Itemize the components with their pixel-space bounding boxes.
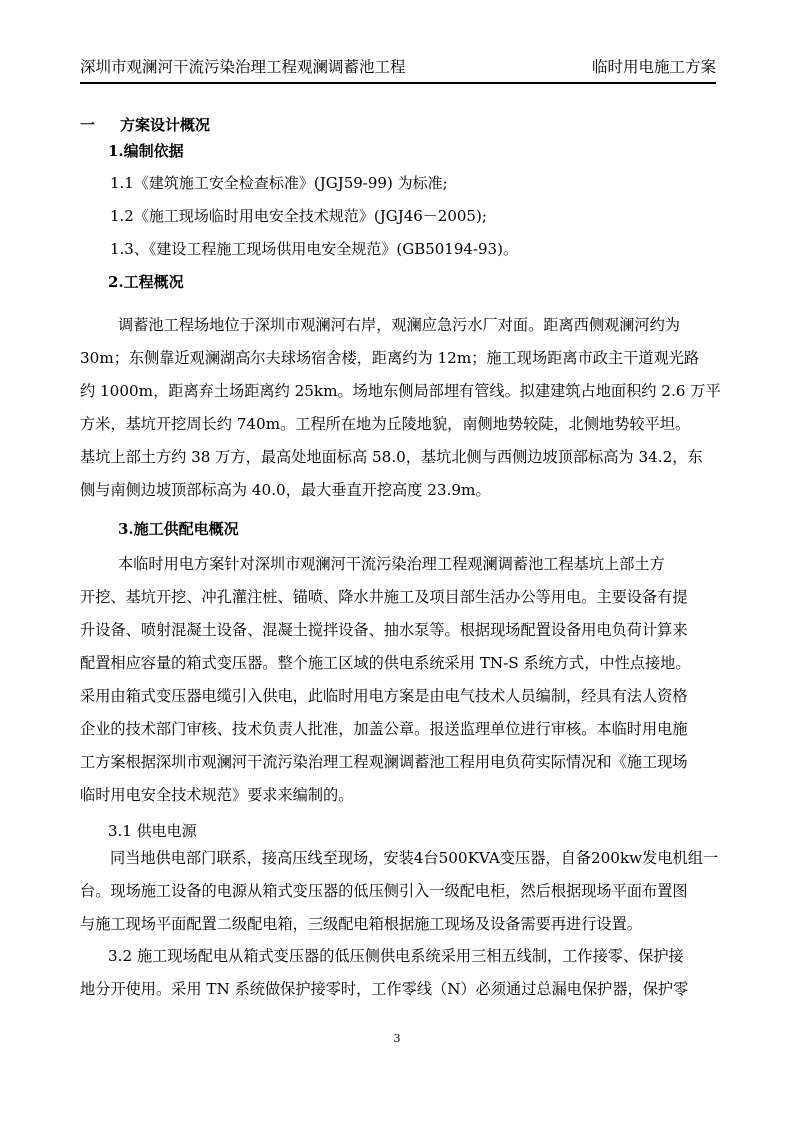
header-project-title: 深圳市观澜河干流污染治理工程观澜调蓄池工程	[80, 58, 406, 76]
basis-item-3: 1.3、《建设工程施工现场供用电安全规范》(GB50194-93)。	[110, 240, 518, 258]
power-source-paragraph	[80, 842, 719, 941]
supply-paragraph	[80, 548, 716, 812]
header-document-title: 临时用电施工方案	[591, 58, 716, 76]
overview-paragraph	[80, 309, 721, 507]
paragraph-line: 调蓄池工程场地位于深圳市观澜河右岸，观澜应急污水厂对面。距离西侧观澜河约为	[118, 316, 680, 334]
paragraph-line: 临时用电安全技术规范》要求来编制的。	[80, 786, 354, 804]
paragraph-line: 企业的技术部门审核、技术负责人批准，加盖公章。报送监理单位进行审核。本临时用电施	[80, 720, 688, 738]
paragraph-line: 基坑上部土方约 38 万方，最高处地面标高 58.0，基坑北侧与西侧边坡顶部标高为 34.2，东	[80, 448, 703, 466]
distribution-paragraph	[80, 940, 716, 1006]
paragraph-line: 升设备、喷射混凝土设备、混凝土搅拌设备、抽水泵等。根据现场配置设备用电负荷计算来	[80, 621, 688, 639]
paragraph-line: 3.2 施工现场配电从箱式变压器的低压侧供电系统采用三相五线制，工作接零、保护接	[108, 947, 684, 965]
paragraph-line: 约 1000m，距离弃土场距离约 25km。场地东侧局部埋有管线。拟建建筑占地面积约 2.6 万平	[80, 382, 721, 400]
subsection-title-supply: 3.施工供配电概况	[118, 520, 239, 538]
section-number: 一	[80, 116, 96, 134]
page-header	[80, 56, 716, 84]
paragraph-line: 与施工现场平面配置二级配电箱，三级配电箱根据施工现场及设备需要再进行设置。	[80, 915, 642, 933]
paragraph-line: 地分开使用。采用 TN 系统做保护接零时，工作零线（N）必须通过总漏电保护器，保护零	[80, 980, 689, 998]
basis-item-1: 1.1《建筑施工安全检查标准》(JGJ59-99) 为标准;	[110, 174, 448, 192]
section-title: 方案设计概况	[120, 116, 211, 134]
paragraph-line: 配置相应容量的箱式变压器。整个施工区域的供电系统采用 TN-S 系统方式，中性点接地。	[80, 654, 691, 672]
paragraph-line: 同当地供电部门联系，接高压线至现场，安装4台500KVA变压器，自备200kw发电机组一	[110, 849, 719, 867]
paragraph-line: 采用由箱式变压器电缆引入供电，此临时用电方案是由电气技术人员编制，经具有法人资格	[80, 687, 688, 705]
subsection-title-basis: 1.编制依据	[108, 142, 184, 160]
paragraph-line: 30m；东侧靠近观澜湖高尔夫球场宿舍楼，距离约为 12m；施工现场距离市政主干道观光路	[80, 349, 700, 367]
paragraph-line: 工方案根据深圳市观澜河干流污染治理工程观澜调蓄池工程用电负荷实际情况和《施工现场	[80, 753, 688, 771]
paragraph-line: 台。现场施工设备的电源从箱式变压器的低压侧引入一级配电柜，然后根据现场平面布置图	[80, 882, 688, 900]
paragraph-line: 本临时用电方案针对深圳市观澜河干流污染治理工程观澜调蓄池工程基坑上部土方	[118, 555, 665, 573]
paragraph-line: 开挖、基坑开挖、冲孔灌注桩、锚喷、降水井施工及项目部生活办公等用电。主要设备有提	[80, 588, 688, 606]
page-number: 3	[393, 1032, 401, 1045]
subsection-title-overview: 2.工程概况	[108, 273, 184, 291]
paragraph-line: 侧与南侧边坡顶部标高为 40.0，最大垂直开挖高度 23.9m。	[80, 481, 491, 499]
basis-item-2: 1.2《施工现场临时用电安全技术规范》(JGJ46－2005);	[110, 207, 487, 225]
subsection-title-power-source: 3.1 供电电源	[108, 822, 197, 840]
paragraph-line: 方米，基坑开挖周长约 740m。工程所在地为丘陵地貌，南侧地势较陡，北侧地势较平坦。	[80, 415, 691, 433]
section-heading	[80, 114, 210, 135]
